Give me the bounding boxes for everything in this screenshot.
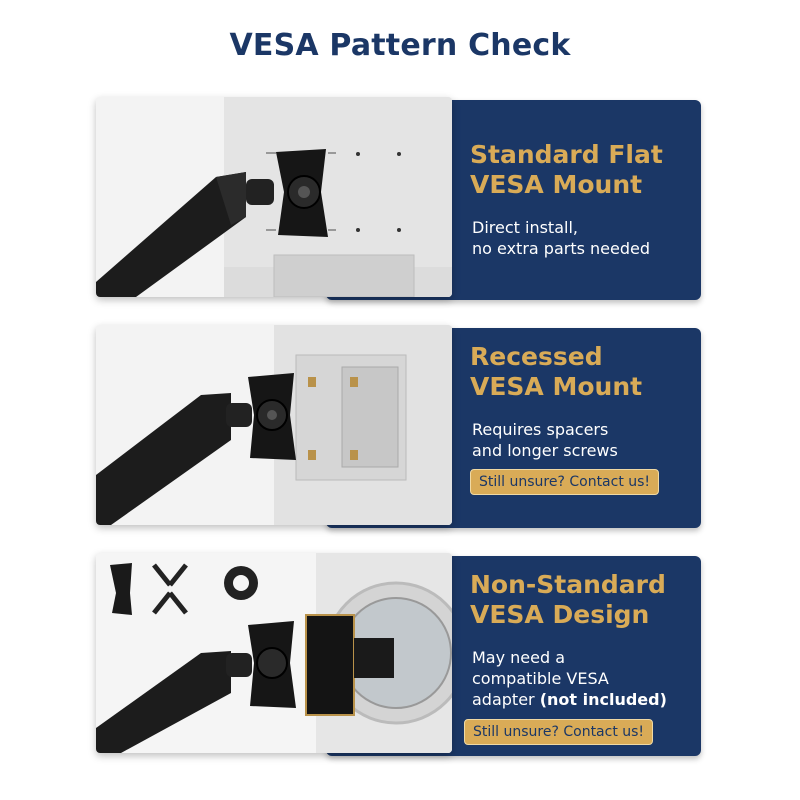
card-description-lead: May need a compatible VESA adapter — [472, 648, 609, 709]
recessed-mount-card — [96, 325, 706, 525]
standard-mount-illustration — [96, 97, 452, 297]
standard-flat-mount-card — [96, 97, 706, 297]
not-included-note: (not included) — [539, 690, 667, 709]
non-standard-design-card — [96, 553, 706, 753]
page-title: VESA Pattern Check — [229, 28, 571, 63]
card-heading: Recessed VESA Mount — [470, 342, 643, 401]
card-description: Requires spacers and longer screws — [472, 420, 618, 460]
card-description — [472, 647, 667, 710]
non-standard-mount-illustration — [96, 553, 452, 753]
card-description: Direct install, no extra parts needed — [472, 218, 651, 258]
card-heading: Standard Flat VESA Mount — [470, 140, 663, 199]
contact-us-button[interactable]: Still unsure? Contact us! — [470, 469, 659, 495]
recessed-mount-illustration — [96, 325, 452, 525]
contact-us-button[interactable]: Still unsure? Contact us! — [464, 719, 653, 745]
card-heading: Non-Standard VESA Design — [470, 570, 666, 629]
